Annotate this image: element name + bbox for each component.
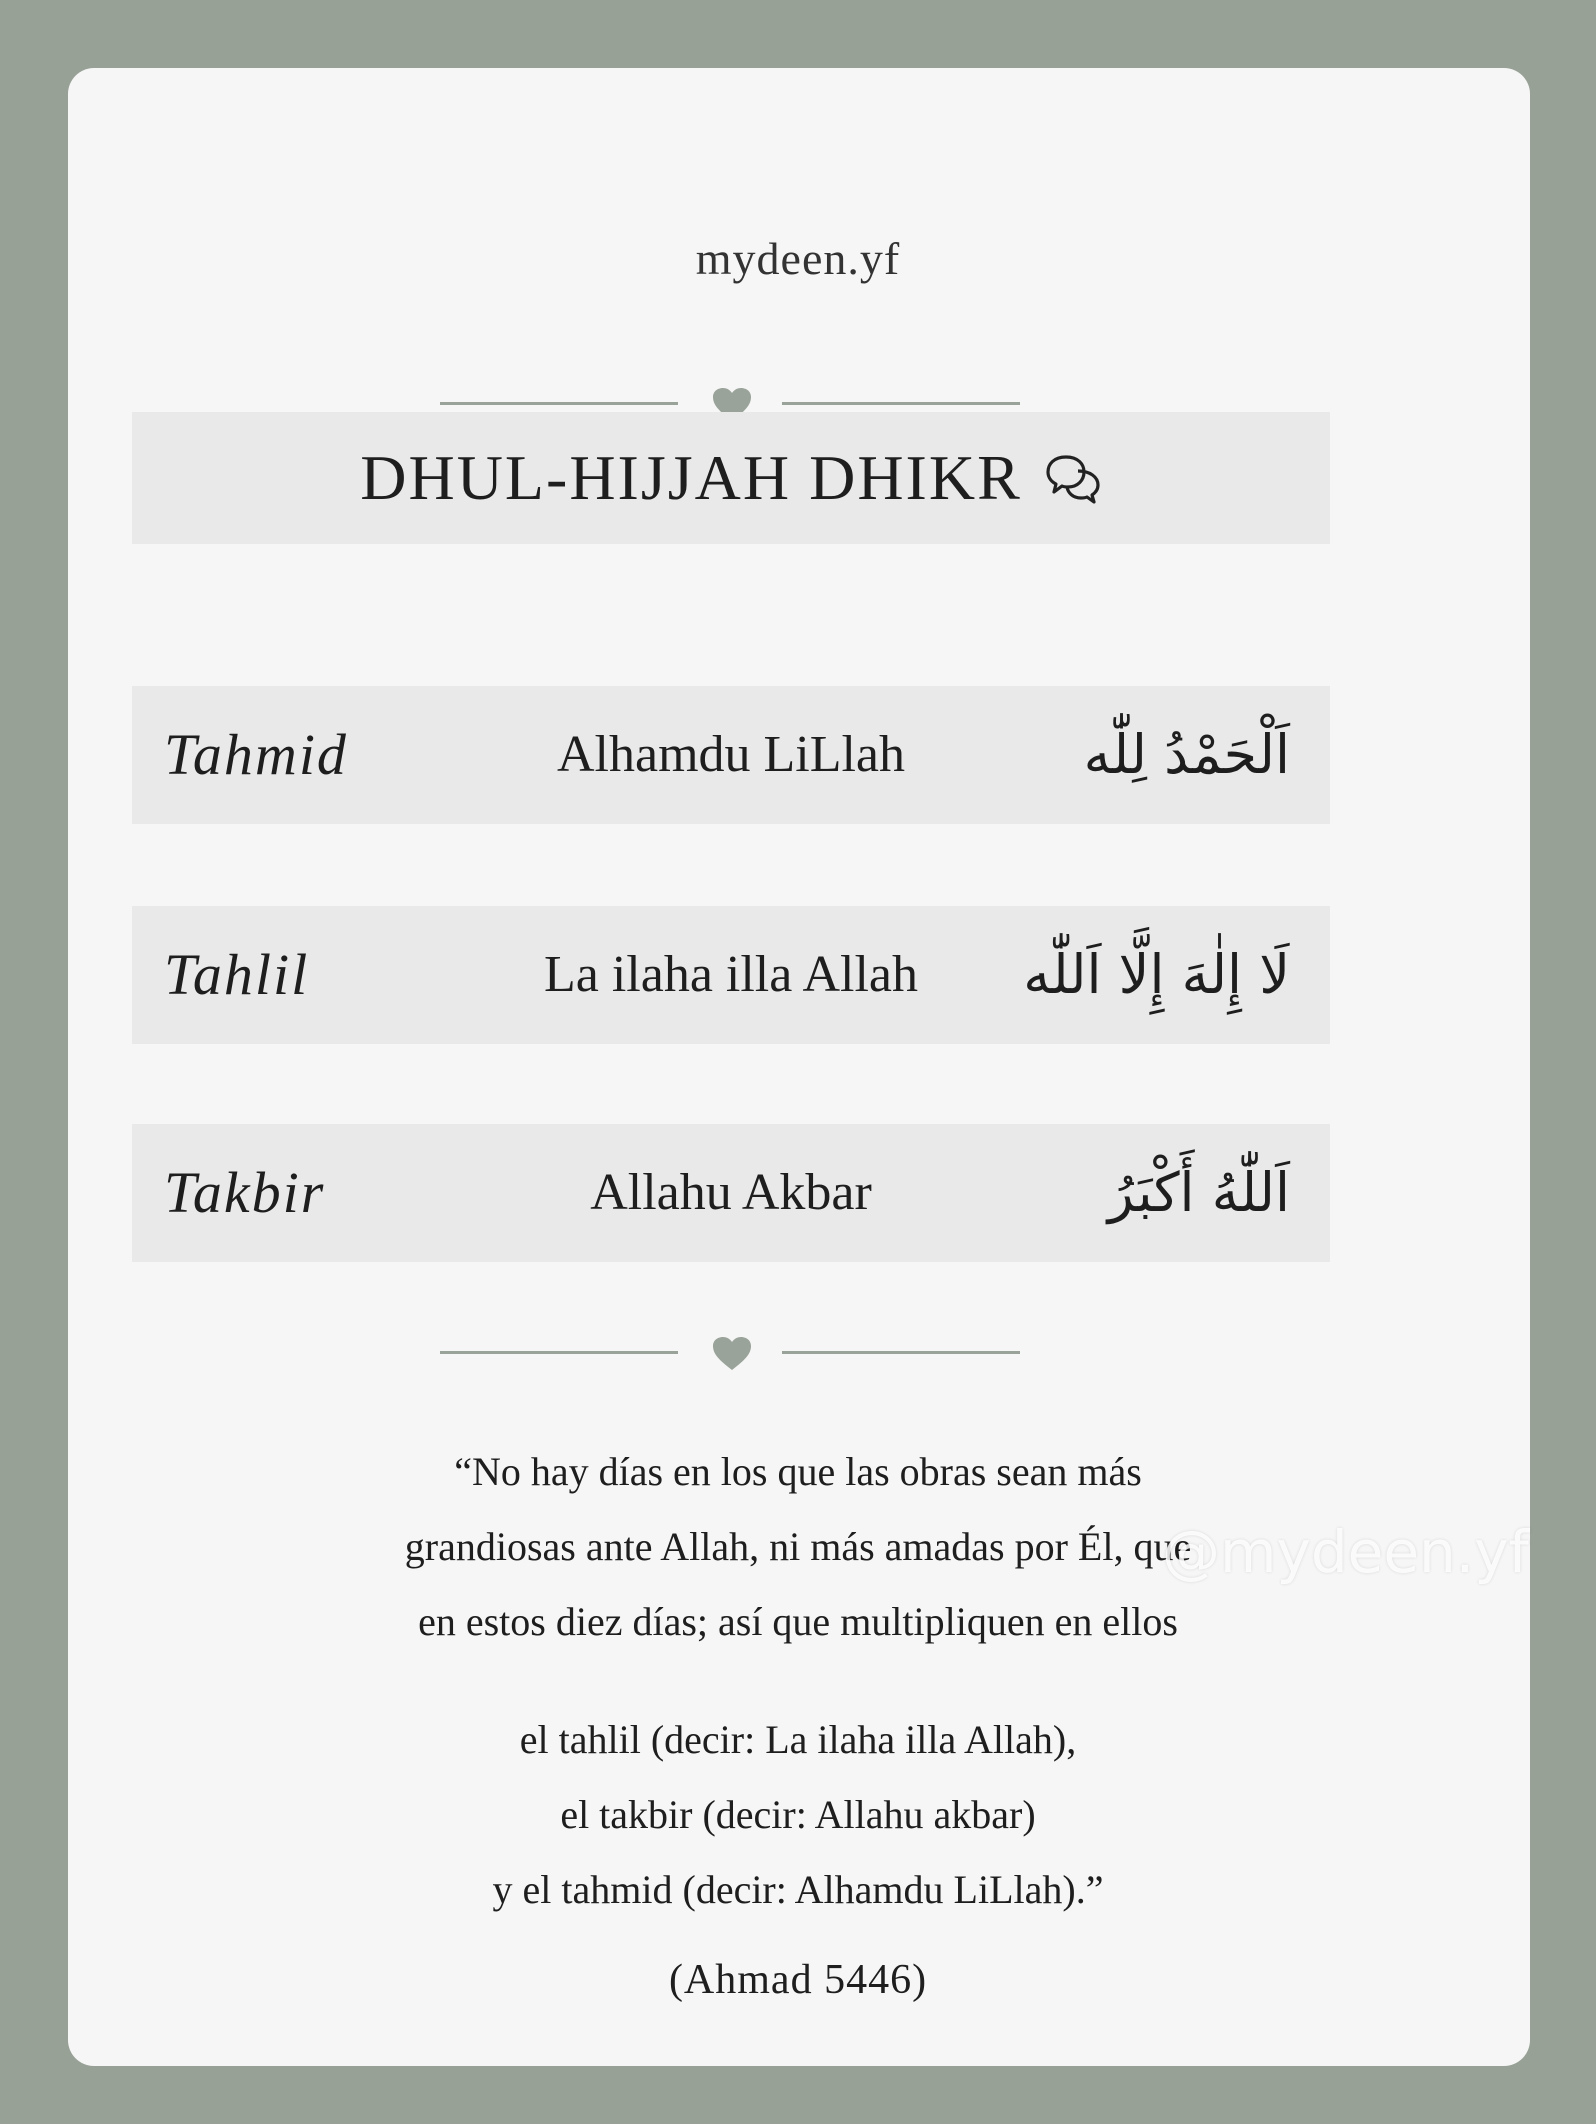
quote-line: en estos diez días; así que multipliquen en ellos bbox=[418, 1599, 1178, 1644]
divider-line-right bbox=[782, 1351, 1020, 1354]
dhikr-row-tahlil bbox=[132, 906, 1330, 1044]
quote-line: el tahlil (decir: La ilaha illa Allah), bbox=[519, 1717, 1077, 1762]
dhikr-row-tahmid bbox=[132, 686, 1330, 824]
title-banner bbox=[132, 412, 1330, 544]
speech-bubbles-icon bbox=[1044, 451, 1102, 505]
dhikr-name: Tahlil bbox=[164, 942, 310, 1007]
dhikr-name: Tahmid bbox=[164, 722, 348, 787]
dhikr-name: Takbir bbox=[164, 1160, 326, 1225]
dhikr-row-takbir bbox=[132, 1124, 1330, 1262]
hadith-source: (Ahmad 5446) bbox=[668, 1957, 928, 2003]
dhikr-arabic: لَا إِلٰهَ إِلَّا اَللّٰه bbox=[1023, 943, 1290, 1006]
divider-line-right bbox=[782, 402, 1020, 405]
dhikr-transliteration: La ilaha illa Allah bbox=[544, 946, 918, 1003]
quote-line: el takbir (decir: Allahu akbar) bbox=[560, 1792, 1036, 1837]
divider-line-left bbox=[440, 1351, 678, 1354]
divider-line-left bbox=[440, 402, 678, 405]
dhikr-arabic: اَللّٰهُ أَكْبَرُ bbox=[1107, 1161, 1290, 1224]
page-title: DHUL-HIJJAH DHIKR bbox=[360, 442, 1022, 513]
quote-line: y el tahmid (decir: Alhamdu LiLlah).” bbox=[492, 1867, 1104, 1912]
dhikr-transliteration: Allahu Akbar bbox=[590, 1164, 872, 1221]
dhikr-arabic: اَلْحَمْدُ لِلّٰه bbox=[1083, 723, 1290, 786]
dhikr-transliteration: Alhamdu LiLlah bbox=[556, 726, 906, 783]
watermark: @mydeen.yf bbox=[1162, 1518, 1529, 1586]
heart-icon bbox=[711, 1336, 753, 1372]
hadith-quote-part-2 bbox=[0, 1702, 1596, 1927]
brand-name: mydeen.yf bbox=[695, 233, 901, 284]
quote-line: grandiosas ante Allah, ni más amadas por Él, que bbox=[404, 1524, 1192, 1569]
quote-line: “No hay días en los que las obras sean más bbox=[454, 1449, 1142, 1494]
bottom-divider bbox=[0, 1332, 1596, 1372]
